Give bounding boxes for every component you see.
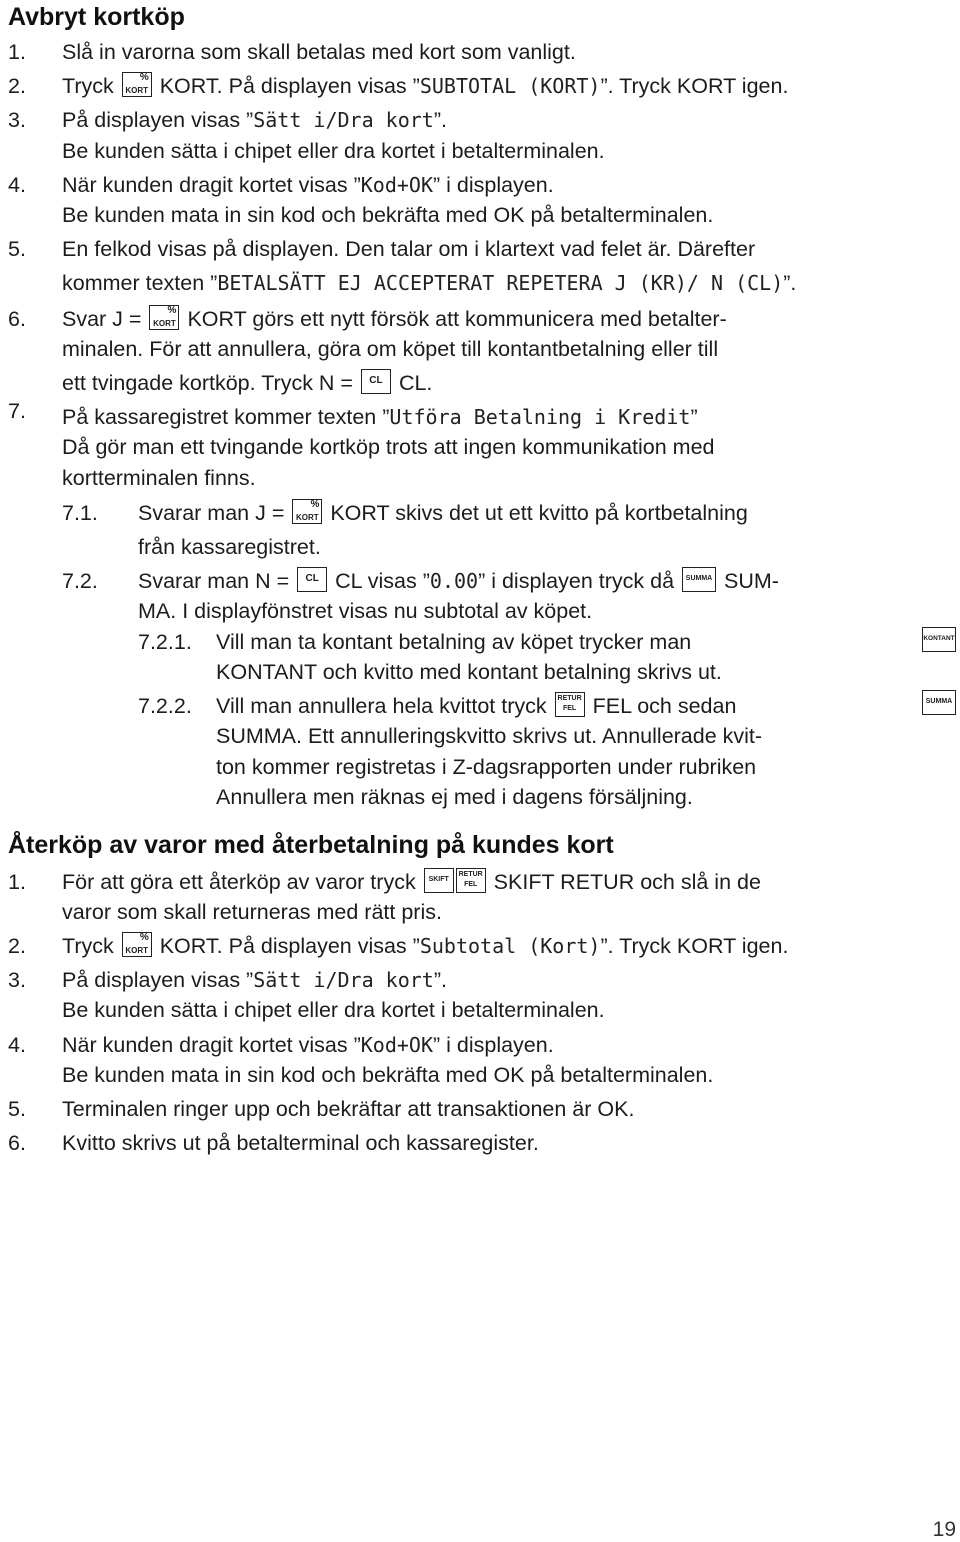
step-text-part: ”. [783, 271, 797, 295]
step-number: 3. [8, 968, 26, 992]
step-text-part: ”. Tryck KORT igen. [600, 934, 789, 958]
key-label: RETUR [458, 871, 483, 878]
key-label: CL [369, 375, 383, 386]
step-text: Vill man ta kontant betalning av köpet trycker man [216, 630, 692, 654]
step-number: 7. [8, 399, 26, 423]
step-text-part: FEL och sedan [592, 694, 737, 718]
step-text [62, 171, 554, 199]
substep-number: 7.2.1. [138, 630, 192, 654]
step-text-part: Svarar man N = [138, 569, 290, 593]
step-text-part: ett tvingade kortköp. Tryck N = [62, 371, 353, 395]
step-text-part: ” i displayen tryck då [478, 569, 675, 593]
key-symbol: % [139, 932, 149, 943]
step-text: Be kunden sätta i chipet eller dra kortet i betalterminalen. [62, 998, 605, 1022]
step-text-part: Vill man annullera hela kvittot tryck [216, 694, 547, 718]
step-number: 5. [8, 1097, 26, 1121]
step-text-part: KORT. På displayen visas ” [159, 934, 420, 958]
step-text-part: KORT. På displayen visas ” [159, 74, 420, 98]
cl-key-icon [297, 567, 327, 592]
step-text-part: SKIFT RETUR och slå in de [493, 870, 761, 894]
step-text-part: ”. [433, 968, 447, 992]
key-symbol: % [167, 305, 177, 316]
step-text: KONTANT och kvitto med kontant betalning skrivs ut. [216, 660, 722, 684]
step-text: ton kommer registretas i Z-dagsrapporten under rubriken [216, 755, 757, 779]
step-text [138, 567, 779, 595]
display-text: SUBTOTAL (KORT) [419, 74, 601, 98]
skift-key-icon [424, 868, 454, 893]
step-text-part: SUM- [724, 569, 779, 593]
substep-number: 7.2. [62, 569, 98, 593]
step-text [62, 72, 788, 100]
step-text [138, 499, 748, 527]
display-text: Kod+OK [360, 173, 433, 197]
step-text-part: På kassaregistret kommer texten ” [62, 405, 390, 429]
section-title-aterkop: Återköp av varor med återbetalning på kundes kort [8, 831, 614, 859]
step-text [62, 932, 788, 960]
step-number: 5. [8, 237, 26, 261]
step-text [216, 692, 736, 720]
step-text-part: För att göra ett återköp av varor tryck [62, 870, 416, 894]
substep-number: 7.2.2. [138, 694, 192, 718]
key-label: KORT [153, 319, 176, 328]
step-text-part: Svar J = [62, 307, 142, 331]
key-label: FEL [464, 881, 478, 888]
step-text-part: På displayen visas ” [62, 108, 254, 132]
summa-key-icon [682, 567, 716, 592]
step-text [62, 966, 447, 994]
step-text [62, 106, 447, 134]
step-text: Terminalen ringer upp och bekräftar att transaktionen är OK. [62, 1097, 635, 1121]
step-text: MA. I displayfönstret visas nu subtotal av köpet. [138, 599, 593, 623]
kort-key-icon [122, 72, 152, 97]
step-text: från kassaregistret. [138, 535, 321, 559]
step-text: Be kunden mata in sin kod och bekräfta med OK på betalterminalen. [62, 203, 714, 227]
key-label: SKIFT [428, 876, 449, 883]
key-label: CL [305, 573, 319, 584]
substep-number: 7.1. [62, 501, 98, 525]
step-text-part: Svarar man J = [138, 501, 285, 525]
step-text-part: ”. Tryck KORT igen. [600, 74, 789, 98]
step-number: 4. [8, 1033, 26, 1057]
step-text [62, 269, 796, 297]
step-text-part: ” [690, 405, 698, 429]
step-number: 2. [8, 934, 26, 958]
step-text: En felkod visas på displayen. Den talar om i klartext vad felet är. Därefter [62, 237, 756, 261]
kort-key-icon [292, 499, 322, 524]
display-text: Sätt i/Dra kort [253, 108, 434, 132]
step-number: 2. [8, 74, 26, 98]
step-text: Då gör man ett tvingande kortköp trots att ingen kommunikation med [62, 435, 715, 459]
retur-fel-key-icon [555, 692, 585, 717]
display-text: Sätt i/Dra kort [253, 968, 434, 992]
step-text-part: När kunden dragit kortet visas ” [62, 1033, 361, 1057]
step-text: minalen. För att annullera, göra om köpet till kontantbetalning eller till [62, 337, 719, 361]
step-text: Be kunden mata in sin kod och bekräfta med OK på betalterminalen. [62, 1063, 714, 1087]
step-text-part: kommer texten ” [62, 271, 218, 295]
step-text-part: När kunden dragit kortet visas ” [62, 173, 361, 197]
step-text [62, 403, 698, 431]
step-text-part: ”. [433, 108, 447, 132]
step-text-part: Tryck [62, 74, 114, 98]
step-text-part: ” i displayen. [433, 173, 554, 197]
display-text: 0.00 [429, 569, 479, 593]
step-text [62, 369, 432, 397]
step-text-part: CL. [398, 371, 433, 395]
key-symbol: % [310, 499, 320, 510]
display-text: Utföra Betalning i Kredit [389, 405, 691, 429]
step-text [62, 868, 761, 896]
kort-key-icon [149, 305, 179, 330]
cl-key-icon [361, 369, 391, 394]
display-text: Subtotal (Kort) [419, 934, 601, 958]
key-symbol: % [139, 72, 149, 83]
step-number: 3. [8, 108, 26, 132]
key-label: KORT [125, 86, 149, 95]
step-number: 1. [8, 870, 26, 894]
display-text: Kod+OK [360, 1033, 433, 1057]
key-label: FEL [562, 705, 577, 712]
key-label: KORT [296, 513, 319, 522]
step-text: SUMMA. Ett annulleringskvitto skrivs ut. Annullerade kvit- [216, 724, 763, 748]
page-number: 19 [932, 1518, 956, 1541]
key-label: SUMMA [925, 698, 953, 705]
step-text: Annullera men räknas ej med i dagens försäljning. [216, 785, 693, 809]
display-text: BETALSÄTT EJ ACCEPTERAT REPETERA J (KR)/ N (CL) [217, 271, 784, 295]
step-text [62, 305, 727, 333]
step-number: 1. [8, 40, 26, 64]
step-number: 6. [8, 1131, 26, 1155]
step-text [62, 1031, 554, 1059]
step-text-part: ” i displayen. [433, 1033, 554, 1057]
step-text-part: KORT görs ett nytt försök att kommunicera med betalter- [187, 307, 727, 331]
step-text: varor som skall returneras med rätt pris. [62, 900, 442, 924]
step-number: 6. [8, 307, 26, 331]
kontant-key-icon [922, 627, 956, 652]
step-text-part: CL visas ” [335, 569, 430, 593]
step-text: Kvitto skrivs ut på betalterminal och kassaregister. [62, 1131, 539, 1155]
summa-key-icon [922, 690, 956, 715]
key-label: RETUR [557, 695, 582, 702]
key-label: KORT [125, 946, 149, 955]
section-title-avbryt-kortkop: Avbryt kortköp [8, 3, 185, 31]
step-text-part: KORT skivs det ut ett kvitto på kortbetalning [330, 501, 748, 525]
step-text: Slå in varorna som skall betalas med kort som vanligt. [62, 40, 576, 64]
step-text-part: Tryck [62, 934, 114, 958]
step-text: Be kunden sätta i chipet eller dra kortet i betalterminalen. [62, 139, 605, 163]
kort-key-icon [122, 932, 152, 957]
step-number: 4. [8, 173, 26, 197]
step-text-part: På displayen visas ” [62, 968, 254, 992]
retur-fel-key-icon [456, 868, 486, 893]
key-label: SUMMA [685, 575, 713, 582]
key-label: KONTANT [923, 635, 955, 642]
step-text: kortterminalen finns. [62, 466, 256, 490]
